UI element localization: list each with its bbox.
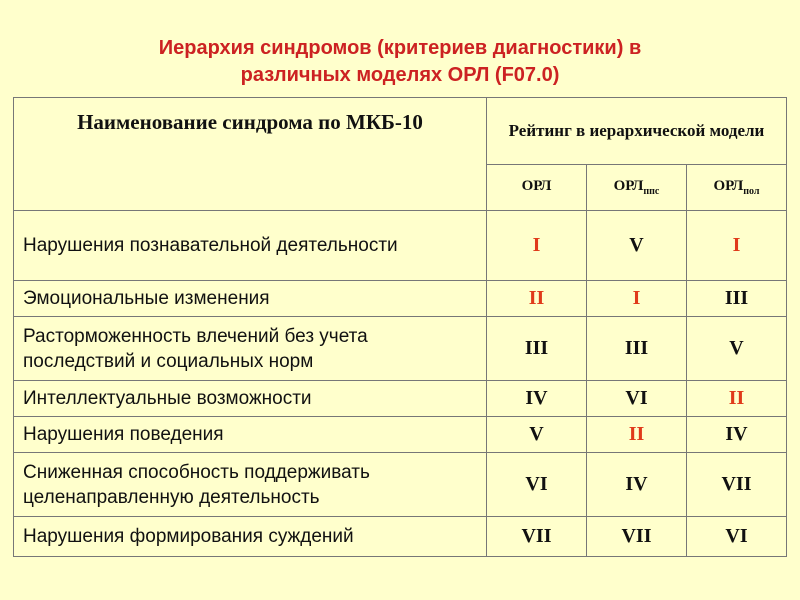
syndrome-name: Сниженная способность поддерживать целенаправленную деятельность — [14, 453, 487, 517]
syndrome-name: Нарушения формирования суждений — [14, 517, 487, 557]
rank-orl: V — [487, 417, 587, 453]
header-rating-group: Рейтинг в иерархической модели — [487, 98, 787, 165]
table-row — [14, 381, 787, 417]
rank-orl: II — [487, 281, 587, 317]
rank-orl-pps: VII — [587, 517, 687, 557]
rank-orl: I — [487, 211, 587, 281]
header-model-orl-pol: $ОРЛ_{пол}$ — [687, 164, 787, 210]
rank-orl-pps: IV — [587, 453, 687, 517]
table-row — [14, 517, 787, 557]
rank-orl-pps: I — [587, 281, 687, 317]
rank-orl-pol: III — [687, 281, 787, 317]
rank-orl: IV — [487, 381, 587, 417]
rank-orl-pol: IV — [687, 417, 787, 453]
syndrome-hierarchy-table — [13, 97, 787, 557]
table-row — [14, 417, 787, 453]
table-row — [14, 281, 787, 317]
syndrome-name: Нарушения познавательной деятельности — [14, 211, 487, 281]
table-row — [14, 453, 787, 517]
rank-orl-pol: II — [687, 381, 787, 417]
rank-orl-pol: V — [687, 317, 787, 381]
table-row — [14, 317, 787, 381]
slide-title — [60, 35, 740, 89]
rank-orl-pol: VII — [687, 453, 787, 517]
rank-orl-pps: III — [587, 317, 687, 381]
rank-orl-pps: VI — [587, 381, 687, 417]
table-row — [14, 211, 787, 281]
syndrome-name: Нарушения поведения — [14, 417, 487, 453]
rank-orl: VI — [487, 453, 587, 517]
rank-orl-pol: I — [687, 211, 787, 281]
header-model-orl: ОРЛ — [487, 164, 587, 210]
syndrome-name: Расторможенность влечений без учета последствий и социальных норм — [14, 317, 487, 381]
rank-orl: III — [487, 317, 587, 381]
slide-title-line-1: Иерархия синдромов (критериев диагностики) в — [158, 37, 642, 59]
rank-orl-pps: V — [587, 211, 687, 281]
syndrome-name: Эмоциональные изменения — [14, 281, 487, 317]
header-syndrome-name: Наименование синдрома по МКБ-10 — [14, 98, 487, 211]
rank-orl: VII — [487, 517, 587, 557]
rank-orl-pol: VI — [687, 517, 787, 557]
rank-orl-pps: II — [587, 417, 687, 453]
syndrome-name: Интеллектуальные возможности — [14, 381, 487, 417]
slide-title-line-2: различных моделях ОРЛ (F07.0) — [240, 64, 560, 86]
header-model-orl-pps: $ОРЛ_{ппс}$ — [587, 164, 687, 210]
